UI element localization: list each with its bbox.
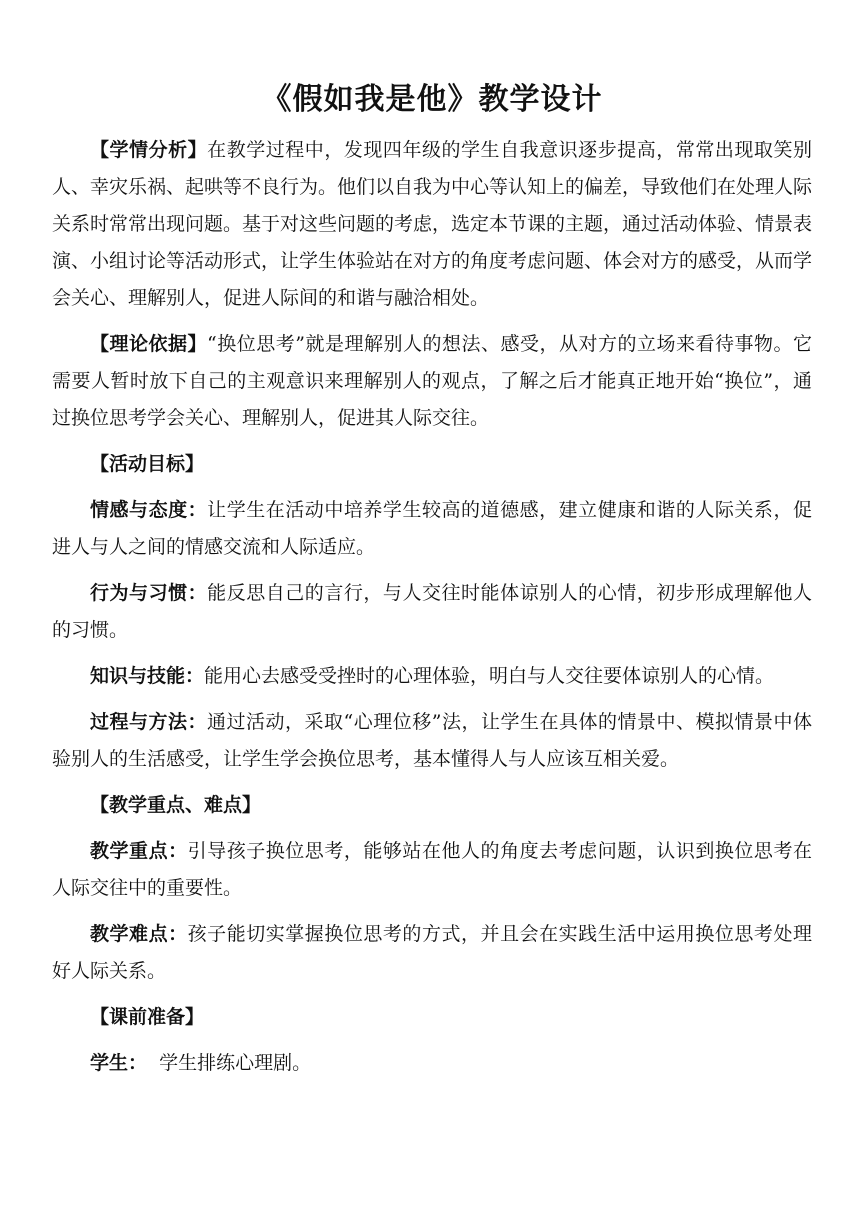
theory-basis-text: “换位思考”就是理解别人的想法、感受，从对方的立场来看待事物。它需要人暂时放下自己的主观意识来理解别人的观点，了解之后才能真正地开始“换位”，通过换位思考学会关心、理解别人，促进其人际交往。 — [52, 333, 812, 429]
teaching-focus-label: 教学重点： — [90, 840, 188, 862]
emotion-goal-paragraph — [52, 492, 812, 566]
theory-basis-paragraph — [52, 326, 812, 437]
document-title: 《假如我是他》教学设计 — [261, 82, 603, 117]
behavior-goal-paragraph — [52, 575, 812, 649]
knowledge-goal-paragraph — [52, 658, 812, 695]
behavior-goal-text: 能反思自己的言行，与人交往时能体谅别人的心情，初步形成理解他人的习惯。 — [52, 582, 812, 641]
situation-analysis-label: 【学情分析】 — [90, 139, 208, 161]
knowledge-goal-label: 知识与技能： — [90, 665, 205, 687]
situation-analysis-text: 在教学过程中，发现四年级的学生自我意识逐步提高，常常出现取笑别人、幸灾乐祸、起哄等不良行为。他们以自我为中心等认知上的偏差，导致他们在处理人际关系时常常出现问题。基于对这些问题的考虑，选定本节课的主题，通过活动体验、情景表演、小组讨论等活动形式，让学生体验站在对方的角度考虑问题、体会对方的感受，从而学会关心、理解别人，促进人际间的和谐与融洽相处。 — [52, 139, 813, 309]
document-page — [52, 78, 812, 1091]
situation-analysis-paragraph — [52, 132, 812, 317]
emotion-goal-label: 情感与态度： — [90, 499, 208, 521]
teaching-focus-text: 引导孩子换位思考，能够站在他人的角度去考虑问题，认识到换位思考在人际交往中的重要性。 — [52, 840, 812, 899]
teaching-difficulty-label: 教学难点： — [90, 923, 188, 945]
emotion-goal-text: 让学生在活动中培养学生较高的道德感，建立健康和谐的人际关系，促进人与人之间的情感交流和人际适应。 — [52, 499, 812, 558]
student-preparation-paragraph — [52, 1045, 812, 1082]
process-goal-text: 通过活动，采取“心理位移”法，让学生在具体的情景中、模拟情景中体验别人的生活感受，让学生学会换位思考，基本懂得人与人应该互相关爱。 — [52, 711, 812, 770]
behavior-goal-label: 行为与习惯： — [90, 582, 208, 604]
key-points-heading: 【教学重点、难点】 — [90, 794, 262, 816]
student-preparation-text: 学生排练心理剧。 — [147, 1052, 312, 1074]
teaching-focus-paragraph — [52, 833, 812, 907]
knowledge-goal-text: 能用心去感受受挫时的心理体验，明白与人交往要体谅别人的心情。 — [204, 665, 775, 687]
preparation-heading: 【课前准备】 — [90, 1006, 205, 1028]
theory-basis-label: 【理论依据】 — [90, 333, 208, 355]
process-goal-paragraph — [52, 704, 812, 778]
process-goal-label: 过程与方法： — [90, 711, 208, 733]
teaching-difficulty-paragraph — [52, 916, 812, 990]
student-preparation-label: 学生： — [90, 1052, 148, 1074]
activity-goals-heading: 【活动目标】 — [90, 453, 205, 475]
teaching-difficulty-text: 孩子能切实掌握换位思考的方式，并且会在实践生活中运用换位思考处理好人际关系。 — [52, 923, 812, 982]
